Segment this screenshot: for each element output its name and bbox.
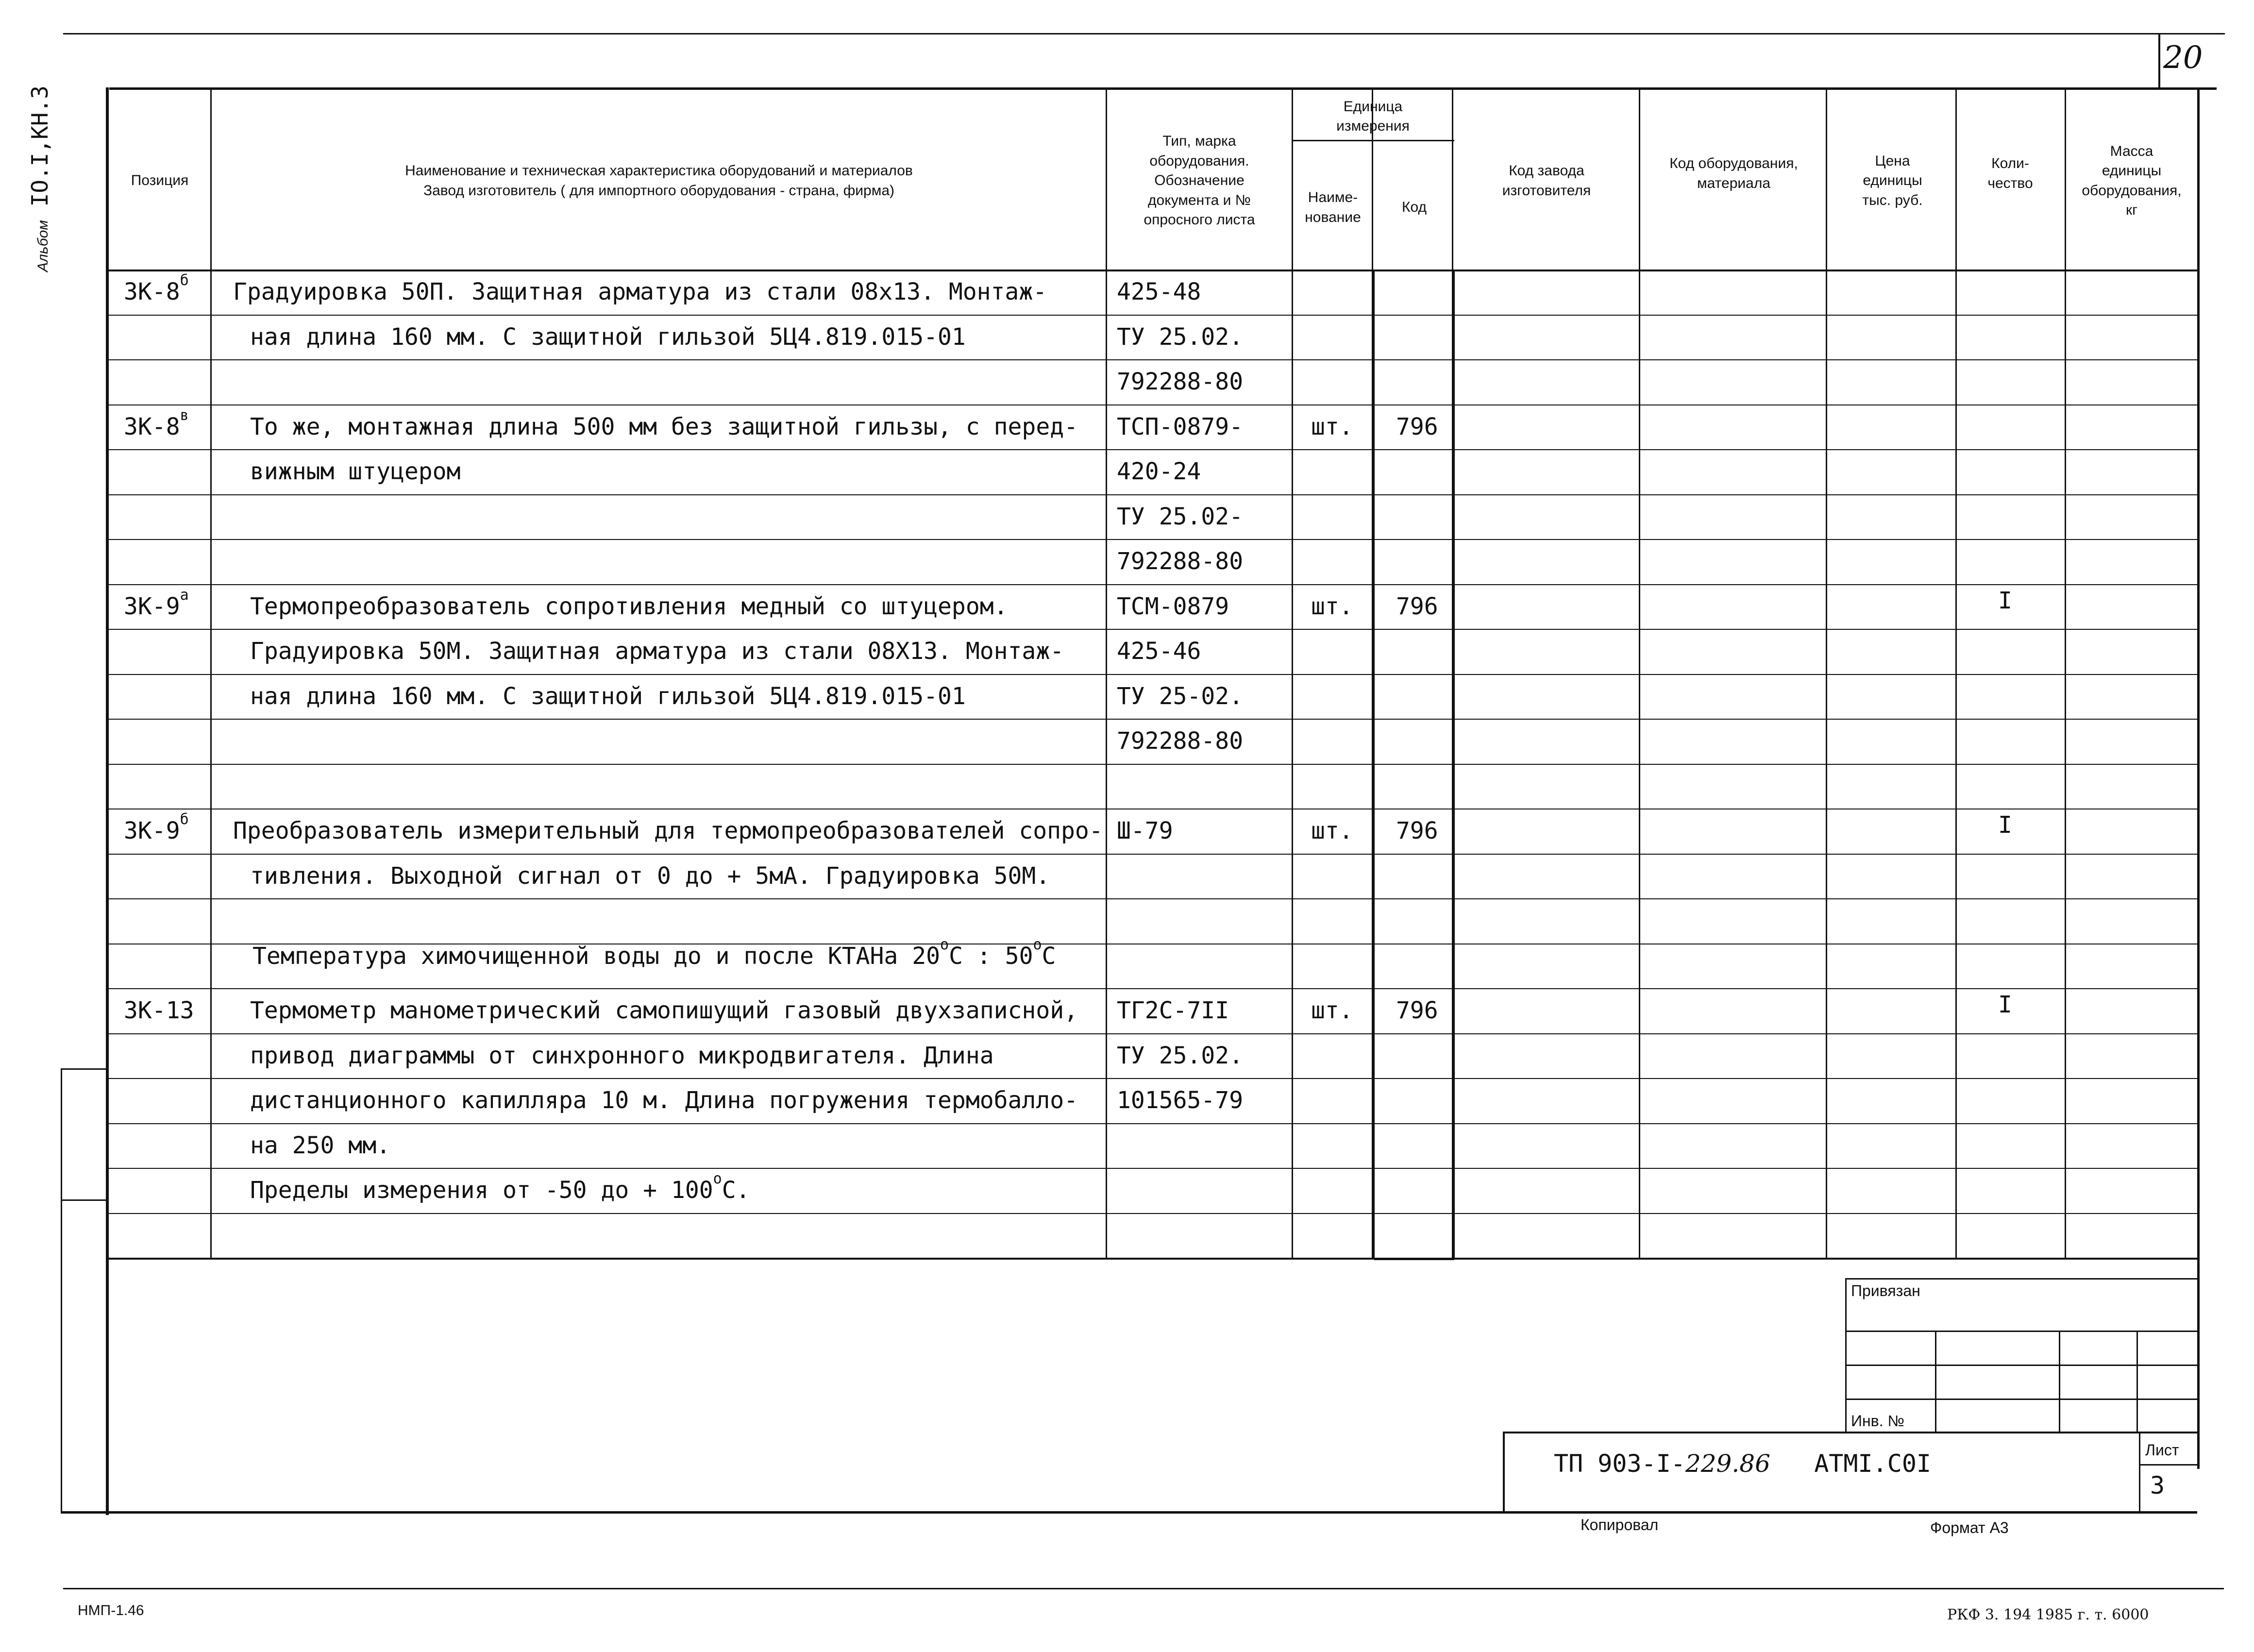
row-description: вижным штуцером bbox=[250, 458, 461, 485]
stamp-privyazan: Привязан bbox=[1851, 1282, 1920, 1299]
row-divider bbox=[106, 494, 2199, 495]
row-type-designation: ТСП-0879- bbox=[1117, 413, 1244, 440]
header-unit-group: Единица измерения bbox=[1336, 98, 1410, 134]
row-type-designation: ТУ 25.02- bbox=[1117, 503, 1244, 530]
bottom-frame-border bbox=[61, 1511, 2197, 1514]
row-divider bbox=[106, 449, 2199, 450]
album-label: Альбом IO.I,KH.3 bbox=[27, 85, 53, 272]
header-position: Позиция bbox=[131, 172, 189, 189]
top-border bbox=[63, 33, 2225, 34]
document-designation: ТП 903-I-229.86 АТМI.С0I bbox=[1554, 1450, 1932, 1478]
right-frame-border bbox=[2197, 87, 2200, 1469]
header-unit-code: Код bbox=[1401, 199, 1427, 216]
row-type-designation: 425-48 bbox=[1117, 278, 1201, 305]
row-type-designation: Ш-79 bbox=[1117, 817, 1173, 844]
row-description: тивления. Выходной сигнал от 0 до + 5мА. Градуировка 50М. bbox=[250, 862, 1050, 890]
row-description: То же, монтажная длина 500 мм без защитной гильзы, с перед- bbox=[250, 413, 1078, 440]
row-type-designation: ТУ 25.02. bbox=[1117, 323, 1244, 351]
row-divider bbox=[106, 854, 2199, 855]
row-position: ЗК-13 bbox=[124, 997, 194, 1024]
row-divider bbox=[106, 1168, 2199, 1169]
left-frame-border bbox=[106, 87, 109, 1515]
row-type-designation: ТУ 25-02. bbox=[1117, 683, 1244, 710]
row-unit-code: 796 bbox=[1396, 817, 1438, 844]
row-description: привод диаграммы от синхронного микродвигателя. Длина bbox=[250, 1042, 994, 1069]
row-divider bbox=[106, 1033, 2199, 1034]
row-type-designation: ТГ2С-7II bbox=[1117, 997, 1229, 1024]
row-unit-name: шт. bbox=[1311, 817, 1353, 844]
row-type-designation: 101565-79 bbox=[1117, 1087, 1244, 1114]
row-divider bbox=[106, 1123, 2199, 1124]
row-unit-code: 796 bbox=[1396, 997, 1438, 1024]
row-position: $ЗК-9^б$ bbox=[124, 811, 189, 844]
footer-line bbox=[63, 1588, 2224, 1589]
footer-left-code: НМП-1.46 bbox=[78, 1602, 144, 1618]
header-type: Тип, марка оборудования. Обозначение документа и № опросного листа bbox=[1144, 133, 1255, 228]
row-divider bbox=[106, 1078, 2199, 1079]
row-description: Преобразователь измерительный для термопреобразователей сопро- bbox=[233, 817, 1103, 844]
row-position: $ЗК-9^а$ bbox=[124, 587, 189, 620]
row-unit-code: 796 bbox=[1396, 413, 1438, 440]
header-equipment-code: Код оборудования, материала bbox=[1669, 155, 1798, 191]
row-type-designation: 792288-80 bbox=[1117, 727, 1244, 755]
footer-format: Формат А3 bbox=[1930, 1519, 2009, 1536]
stamp-inv-no: Инв. № bbox=[1851, 1412, 1904, 1430]
row-divider bbox=[106, 898, 2199, 899]
row-unit-name: шт. bbox=[1311, 997, 1353, 1024]
row-divider bbox=[106, 315, 2199, 316]
row-position: $ЗК-8^б$ bbox=[124, 272, 189, 305]
row-divider bbox=[106, 1258, 2199, 1260]
row-position: $ЗК-8^в$ bbox=[124, 407, 189, 440]
row-description: Градуировка 50М. Защитная арматура из стали 08Х13. Монтаж- bbox=[250, 638, 1064, 665]
footer-right-code: РКФ 3. 194 1985 г. т. 6000 bbox=[1947, 1606, 2149, 1623]
row-divider bbox=[106, 988, 2199, 989]
header-unit-name: Наиме- нование bbox=[1305, 189, 1361, 225]
temperature-note: Температура химочищенной воды до и после КТАНа $20^оС$ : $50^оС$ bbox=[252, 936, 1056, 970]
row-type-designation: 792288-80 bbox=[1117, 548, 1244, 575]
row-divider bbox=[106, 674, 2199, 675]
row-unit-code: 796 bbox=[1396, 593, 1438, 620]
row-description: дистанционного капилляра 10 м. Длина погружения термобалло- bbox=[250, 1087, 1078, 1114]
row-quantity: I bbox=[1998, 587, 2012, 614]
page-number: 20 bbox=[2163, 40, 2203, 76]
row-description: ная длина 160 мм. С защитной гильзой 5Ц4.819.015-01 bbox=[250, 323, 966, 351]
header-quantity: Коли- чество bbox=[1987, 155, 2033, 191]
row-divider bbox=[106, 584, 2199, 585]
row-quantity: I bbox=[1998, 811, 2012, 839]
row-description: Пределы измерения от -50 до + $100^оС$. bbox=[250, 1170, 750, 1204]
row-type-designation: 420-24 bbox=[1117, 458, 1201, 485]
footer-copied: Копировал bbox=[1581, 1516, 1659, 1534]
stamp-list-number: 3 bbox=[2150, 1471, 2165, 1500]
header-factory-code: Код завода изготовителя bbox=[1502, 163, 1591, 199]
row-type-designation: 792288-80 bbox=[1117, 368, 1244, 395]
row-divider bbox=[106, 764, 2199, 765]
header-mass: Масса единицы оборудования, кг bbox=[2082, 143, 2182, 218]
row-divider bbox=[106, 629, 2199, 630]
stamp-list-label: Лист bbox=[2145, 1441, 2179, 1459]
row-description: Термопреобразователь сопротивления медный со штуцером. bbox=[250, 593, 1008, 620]
row-divider bbox=[106, 1213, 2199, 1214]
row-type-designation: ТУ 25.02. bbox=[1117, 1042, 1244, 1069]
row-divider bbox=[106, 719, 2199, 720]
row-description: Термометр манометрический самопишущий газовый двухзаписной, bbox=[250, 997, 1078, 1024]
row-divider bbox=[106, 359, 2199, 360]
row-description: ная длина 160 мм. С защитной гильзой 5Ц4.819.015-01 bbox=[250, 683, 966, 710]
row-quantity: I bbox=[1998, 991, 2012, 1018]
row-description: на 250 мм. bbox=[250, 1132, 390, 1159]
row-unit-name: шт. bbox=[1311, 593, 1353, 620]
header-price: Цена единицы тыс. руб. bbox=[1862, 152, 1923, 208]
header-name: Наименование и техническая характеристика оборудований и материалов Завод изготовитель ( для импортного оборудования - страна, фирма) bbox=[405, 163, 913, 199]
row-type-designation: 425-46 bbox=[1117, 638, 1201, 665]
row-divider bbox=[106, 539, 2199, 540]
row-type-designation: ТСМ-0879 bbox=[1117, 593, 1229, 620]
row-description: Градуировка 50П. Защитная арматура из стали 08х13. Монтаж- bbox=[233, 278, 1047, 305]
row-unit-name: шт. bbox=[1311, 413, 1353, 440]
